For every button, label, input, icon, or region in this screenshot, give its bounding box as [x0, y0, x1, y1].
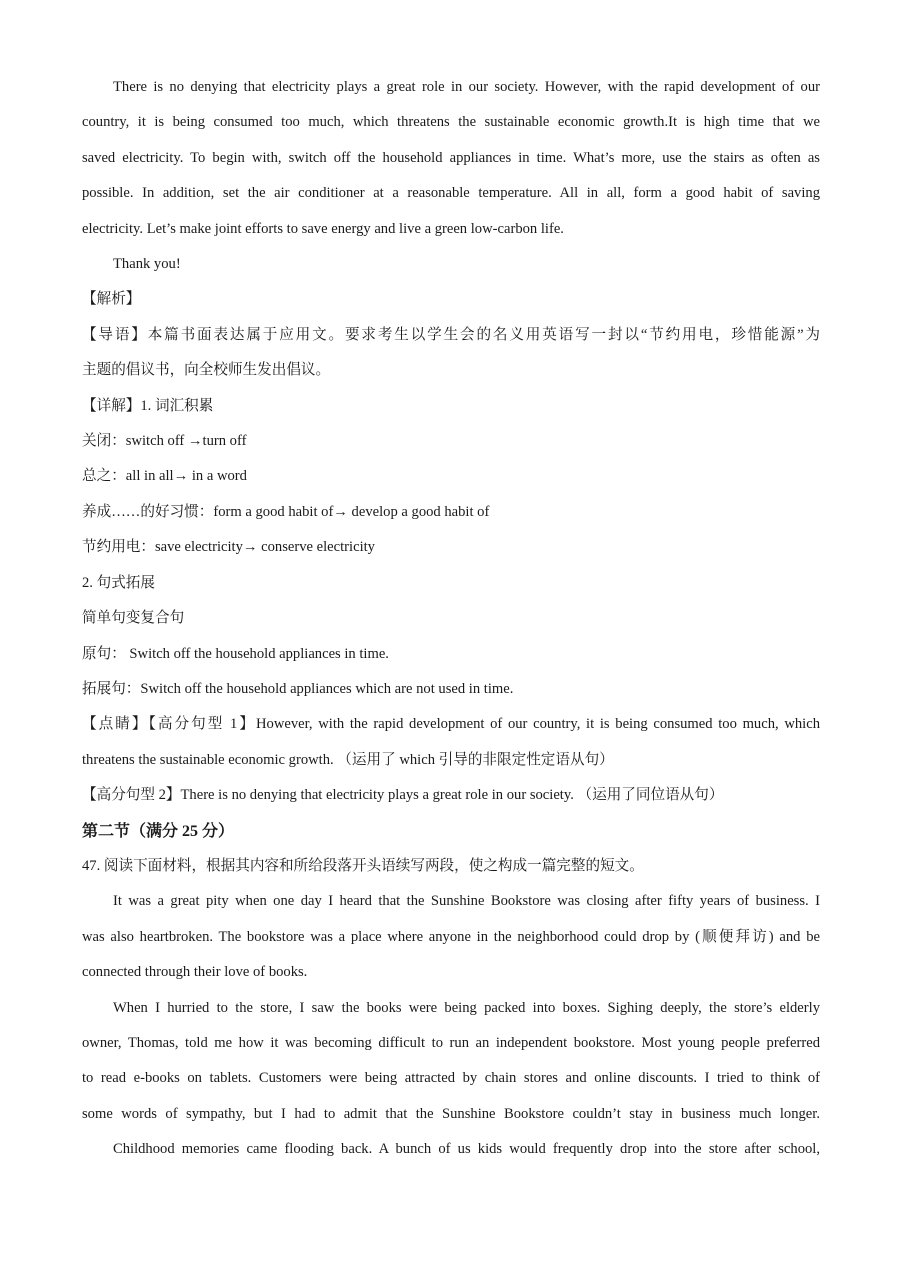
letter-line: saved electricity. To begin with, switch off the household appliances in time. What’s more, use the stairs as often as [82, 149, 820, 166]
story-line: was also heartbroken. The bookstore was a place where anyone in the neighborhood could drop by (顺便拜访) and be [82, 928, 820, 945]
highlight-line: 【点睛】【高分句型 1】However, with the rapid development of our country, it is being consumed too much, which [82, 716, 820, 733]
story-paragraph-3 [82, 1132, 820, 1167]
section-title: 第二节（满分 25 分） [82, 822, 235, 840]
intro-line: 主题的倡议书，向全校师生发出倡议。 [82, 362, 331, 379]
highlight-block [82, 707, 820, 778]
pattern-2: 【高分句型 2】There is no denying that electricity plays a great role in our society. （运用了同位语从句） [82, 787, 724, 804]
story-line: Childhood memories came flooding back. A bunch of us kids would frequently drop into the store after school, [113, 1141, 820, 1158]
detail-heading: 【详解】1. 词汇积累 [82, 397, 214, 414]
story-paragraph-2 [82, 991, 820, 1133]
letter-closing: Thank you! [113, 256, 181, 273]
story-line: to read e-books on tablets. Customers were being attracted by chain stores and online discounts. I tried to think of [82, 1070, 820, 1087]
sentence-heading: 2. 句式拓展 [82, 574, 155, 591]
letter-paragraph [82, 70, 820, 247]
sentence-type: 简单句变复合句 [82, 610, 185, 627]
original-sentence: 原句： Switch off the household appliances in time. [82, 645, 389, 662]
letter-line: country, it is being consumed too much, which threatens the sustainable economic growth.It is high time that we [82, 114, 820, 131]
story-line: owner, Thomas, told me how it was becoming difficult to run an independent bookstore. Most young people preferred [82, 1034, 820, 1051]
expanded-sentence: 拓展句：Switch off the household appliances which are not used in time. [82, 680, 514, 697]
vocab-item: 养成……的好习惯：form a good habit of→ develop a good habit of [82, 503, 490, 520]
highlight-line: threatens the sustainable economic growth. （运用了 which 引导的非限定性定语从句） [82, 751, 614, 768]
analysis-label: 【解析】 [82, 291, 141, 308]
intro-line: 【导语】本篇书面表达属于应用文。要求考生以学生会的名义用英语写一封以“节约用电，珍惜能源”为 [82, 326, 820, 343]
document-page [82, 70, 820, 1168]
vocab-item: 总之：all in all→ in a word [82, 468, 247, 485]
story-paragraph-1 [82, 884, 820, 990]
story-line: connected through their love of books. [82, 964, 308, 981]
vocab-item: 关闭：switch off →turn off [82, 433, 247, 450]
letter-line: There is no denying that electricity plays a great role in our society. However, with the rapid development of our [113, 79, 820, 95]
analysis-intro [82, 318, 820, 389]
story-line: some words of sympathy, but I had to admit that the Sunshine Bookstore couldn’t stay in business much longer. [82, 1105, 820, 1122]
question-47: 47. 阅读下面材料，根据其内容和所给段落开头语续写两段，使之构成一篇完整的短文。 [82, 857, 644, 874]
vocab-item: 节约用电：save electricity→ conserve electricity [82, 539, 375, 556]
story-line: When I hurried to the store, I saw the books were being packed into boxes. Sighing deeply, the store’s elderly [113, 999, 820, 1016]
letter-line: electricity. Let’s make joint efforts to save energy and live a green low-carbon life. [82, 220, 564, 237]
story-line: It was a great pity when one day I heard that the Sunshine Bookstore was closing after fifty years of business. I [113, 893, 820, 910]
letter-line: possible. In addition, set the air conditioner at a reasonable temperature. All in all, form a good habit of saving [82, 185, 820, 202]
